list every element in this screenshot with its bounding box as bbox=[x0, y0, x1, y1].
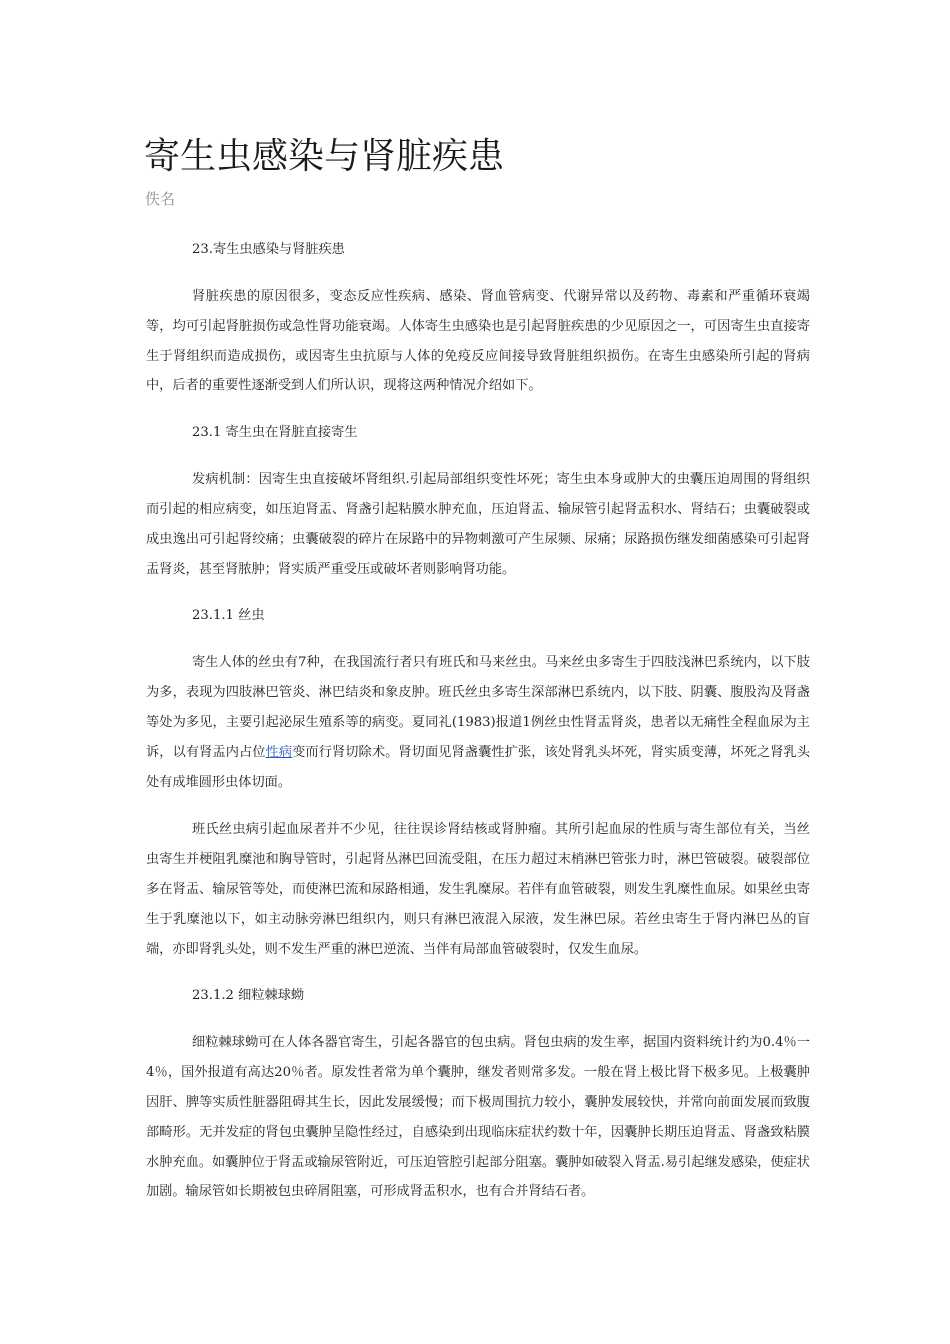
mechanism-paragraph: 发病机制：因寄生虫直接破坏肾组织.引起局部组织变性坏死；寄生虫本身或肿大的虫囊压迫周围的肾组织而引起的相应病变，如压迫肾盂、肾盏引起粘膜水肿充血，压迫肾盂、输尿管引起肾盂积水、肾结石；虫囊破裂或成虫逸出可引起肾绞痛；虫囊破裂的碎片在尿路中的异物刺激可产生尿频、尿痛；尿路损伤继发细菌感染可引起肾盂肾炎，甚至肾脓肿；肾实质严重受压或破坏者则影响肾功能。 bbox=[146, 472, 810, 577]
section-heading-23-1: 23.1 寄生虫在肾脏直接寄生 bbox=[192, 425, 358, 441]
section-heading-23-1-1: 23.1.1 丝虫 bbox=[192, 608, 265, 624]
filaria-paragraph-1-part-a: 寄生人体的丝虫有7种，在我国流行者只有班氏和马来丝虫。马来丝虫多寄生于四肢浅淋巴系统内，以下肢为多，表现为四肢淋巴管炎、淋巴结炎和象皮肿。班氏丝虫多寄生深部淋巴系统内，以下肢、阴囊、腹股沟及肾盏等处为多见，主要引起泌尿生殖系等的病变。夏同礼(1983)报道1例丝虫性肾盂肾炎，患者以无痛性全程血尿为主诉，以有肾盂内占位 bbox=[146, 655, 810, 760]
echinococcus-paragraph: 细粒棘球蚴可在人体各器官寄生，引起各器官的包虫病。肾包虫病的发生率，据国内资料统计约为0.4％一4％，国外报道有高达20％者。原发性者常为单个囊肿，继发者则常多发。一般在肾上极比肾下极多见。上极囊肿因肝、脾等实质性脏器阻碍其生长，因此发展缓慢；而下极周围抗力较小，囊肿发展较快，并常向前面发展而致腹部畸形。无并发症的肾包虫囊肿呈隐性经过，自感染到出现临床症状约数十年，因囊肿长期压迫肾盂、肾盏致粘膜水肿充血。如囊肿位于肾盂或输尿管附近，可压迫管腔引起部分阻塞。囊肿如破裂入肾盂.易引起继发感染，使症状加剧。输尿管如长期被包虫碎屑阻塞，可形成肾盂积水，也有合并肾结石者。 bbox=[146, 1035, 810, 1200]
article-body bbox=[146, 236, 810, 1207]
sexually-transmitted-disease-link[interactable]: 性病 bbox=[265, 744, 293, 760]
filaria-paragraph-1-part-b: 变而行肾切除术。肾切面见肾盏囊性扩张，该处肾乳头坏死，肾实质变薄，坏死之肾乳头处有成堆圆形虫体切面。 bbox=[146, 744, 811, 790]
section-heading-23: 23.寄生虫感染与肾脏疾患 bbox=[192, 242, 345, 257]
filaria-paragraph-2: 班氏丝虫病引起血尿者并不少见，往往误诊肾结核或肾肿瘤。其所引起血尿的性质与寄生部位有关，当丝虫寄生并梗阻乳糜池和胸导管时，引起肾丛淋巴回流受阻，在压力超过末梢淋巴管张力时，淋巴管破裂。破裂部位多在肾盂、输尿管等处，而使淋巴流和尿路相通，发生乳糜尿。若伴有血管破裂，则发生乳糜性血尿。如果丝虫寄生于乳糜池以下，如主动脉旁淋巴组织内，则只有淋巴液混入尿液，发生淋巴尿。若丝虫寄生于肾内淋巴丛的盲端，亦即肾乳头处，则不发生严重的淋巴逆流、当伴有局部血管破裂时，仅发生血尿。 bbox=[146, 822, 810, 957]
author-name: 佚名 bbox=[145, 190, 176, 208]
intro-paragraph: 肾脏疾患的原因很多，变态反应性疾病、感染、肾血管病变、代谢异常以及药物、毒素和严重循环衰竭等，均可引起肾脏损伤或急性肾功能衰竭。人体寄生虫感染也是引起肾脏疾患的少见原因之一，可因寄生虫直接寄生于肾组织而造成损伤，或因寄生虫抗原与人体的免疫反应间接导致肾脏组织损伤。在寄生虫感染所引起的肾病中，后者的重要性逐渐受到人们所认识，现将这两种情况介绍如下。 bbox=[146, 289, 810, 394]
filaria-paragraph-1 bbox=[146, 648, 810, 797]
section-heading-23-1-2: 23.1.2 细粒棘球蚴 bbox=[192, 988, 305, 1004]
page-title: 寄生虫感染与肾脏疾患 bbox=[144, 136, 505, 177]
